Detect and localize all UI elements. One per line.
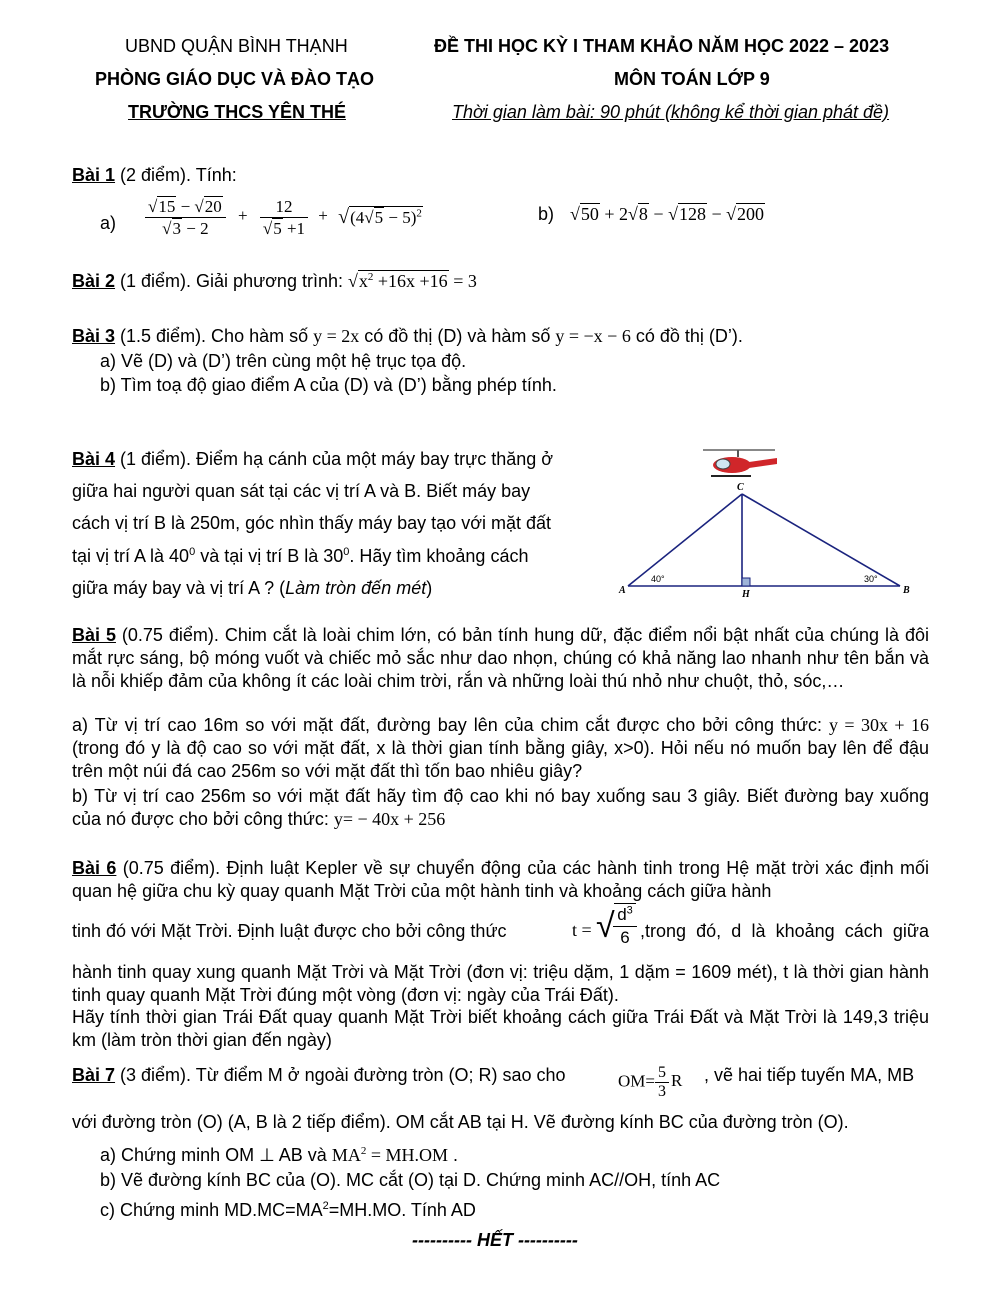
bai2-equation: $√x^2 +16x +16 = 3$: [347, 271, 477, 291]
exam-title: ĐỀ THI HỌC KỲ I THAM KHẢO NĂM HỌC 2022 – 2023: [434, 36, 890, 56]
bai7-label: Bài 7: [72, 1065, 116, 1085]
duration: Thời gian làm bài: 90 phút (không kể thời gian phát đề): [452, 102, 890, 122]
line-cb: [742, 494, 900, 586]
bai2-line: Bài 2 (1 điểm). Giải phương trình: $√x^2 +16x +16 = 3$: [72, 271, 477, 291]
bai7-line2: với đường tròn (O) (A, B là 2 tiếp điểm). OM cắt AB tại H. Vẽ đường kính BC của đường tròn (O).: [72, 1112, 849, 1132]
footer-end: ---------- HẾT ----------: [412, 1230, 578, 1250]
bai7-a: a) Chứng minh OM ⊥ AB và $MA^2 = MH.OM$ .: [100, 1145, 459, 1165]
bai5-b: b) Từ vị trí cao 256m so với mặt đất hãy tìm độ cao khi nó bay xuống sau 3 giây. Biết đường bay xuống của nó được cho bởi công thức: y= − 40x + 256: [72, 786, 929, 829]
right-angle-mark: [742, 578, 750, 586]
bai1-b-label: b): [538, 204, 555, 224]
angle-a-label: 40°: [651, 574, 665, 584]
bai5-intro: Bài 5 (0.75 điểm). Chim cắt là loài chim lớn, có bản tính hung dữ, đặc điểm nổi bật nhất của chúng là đôi mắt rực sáng, bộ móng vuốt và chiếc mỏ sắc như dao nhọn, chúng có khả năng lao nhanh như tên bắn và là nỗi khiếp đảm của không ít các loài chim trời, rắn và những loài thú nhỏ như chuột, thỏ, sóc,…: [72, 625, 929, 691]
bai4-line2: giữa hai người quan sát tại các vị trí A và B. Biết máy bay: [72, 481, 531, 501]
bai6-p2: tinh đó với Mặt Trời. Định luật được cho bởi công thức t = √ $d^3$ 6 ,trong đó, d là khoảng cách giữa: [72, 904, 929, 947]
district-name: UBND QUẬN BÌNH THẠNH: [125, 36, 348, 56]
bai6-p1: Bài 6 (0.75 điểm). Định luật Kepler về sự chuyển động của các hành tinh trong Hệ mặt trời xác định mối quan hệ giữa chu kỳ quay quanh Mặt Trời của một hành tinh và khoảng cách giữa hành: [72, 858, 929, 901]
bai5-a: a) Từ vị trí cao 16m so với mặt đất, đường bay lên của chim cắt được cho bởi công thức: y = 30x + 16 (trong đó y là độ cao so với mặt đất, x là thời gian tính bằng giây, x>0). Hỏi nếu nó muốn bay lên để đậu trên một núi đá cao 256m so với mặt đất thì tốn bao nhiêu giây?: [72, 715, 929, 781]
bai6-label: Bài 6: [72, 858, 117, 878]
bai3-label: Bài 3: [72, 326, 116, 346]
bai7-c: c) Chứng minh $MD.MC=MA^2=MH.MO$. Tính AD: [100, 1200, 476, 1220]
bai4-line5: giữa máy bay và vị trí A ? (Làm tròn đến mét): [72, 578, 433, 598]
bai3-b: b) Tìm toạ độ giao điểm A của (D) và (D’) bằng phép tính.: [100, 375, 557, 395]
bai1-points: (2 điểm). Tính:: [115, 165, 237, 185]
bai1-a-term1: $\frac{√15 - √20}{√3 - 2}$: [145, 196, 226, 239]
bai5-label: Bài 5: [72, 625, 116, 645]
helicopter-icon: [703, 450, 777, 476]
bai7-b: b) Vẽ đường kính BC của (O). MC cắt (O) tại D. Chứng minh AC//OH, tính AC: [100, 1170, 721, 1190]
department-name: PHÒNG GIÁO DỤC VÀ ĐÀO TẠO: [95, 69, 375, 89]
bai1-a-term2: $\frac{12}{√5 +1}$: [260, 197, 308, 239]
angle-b-label: 30°: [864, 574, 878, 584]
bai6-formula-fraction: $d^3$ 6: [613, 904, 637, 949]
bai1-a-label: a): [100, 213, 117, 233]
bai1-b-expression: √50 + 2√8 − √128 − √200: [570, 204, 764, 224]
bai1-a-term3: $√(4√5 - 5)^2$: [338, 206, 422, 228]
bai3-line: Bài 3 (1.5 điểm). Cho hàm số y = 2x có đồ thị (D) và hàm số y = −x − 6 có đồ thị (D’).: [72, 326, 743, 346]
bai6-p4: Hãy tính thời gian Trái Đất quay quanh Mặt Trời biết khoảng cách giữa Trái Đất và Mặt Trời là 149,3 triệu km (làm tròn thời gian đến ngày): [72, 1007, 929, 1050]
bai3-f2: y = −x − 6: [555, 326, 631, 346]
bai1-heading: [72, 165, 237, 186]
helicopter-figure: [615, 445, 915, 600]
bai1-a-expression: $\frac{√15 - √20}{√3 - 2}$ + $\frac{12}{√5 +1}$ + $√(4√5 - 5)^2$: [145, 196, 423, 239]
bai4-line1: Bài 4 (1 điểm). Điểm hạ cánh của một máy bay trực thăng ở: [72, 449, 554, 469]
bai2-label: Bài 2: [72, 271, 116, 291]
label-a: A: [619, 585, 626, 596]
bai7-line1: Bài 7 (3 điểm). Từ điểm M ở ngoài đường tròn (O; R) sao cho OM= $\frac{5}{3}$ R , vẽ hai tiếp tuyến MA, MB: [72, 1064, 915, 1100]
label-h: H: [742, 589, 750, 600]
bai4-line4: tại vị trí A là $40^0$ và tại vị trí B là $30^0$. Hãy tìm khoảng cách: [72, 546, 529, 566]
subject: MÔN TOÁN LỚP 9: [614, 69, 770, 89]
line-ca: [628, 494, 742, 586]
label-b: B: [903, 585, 910, 596]
label-c: C: [737, 482, 744, 493]
bai3-f1: y = 2x: [313, 326, 360, 346]
bai4-label: Bài 4: [72, 449, 116, 469]
bai6-p3: hành tinh quay xung quanh Mặt Trời và Mặt Trời (đơn vị: triệu dặm, 1 dặm = 1609 mét), t là thời gian hành tinh quay quanh Mặt Trời đúng một vòng (đơn vị: ngày của Trái Đất).: [72, 962, 929, 1005]
bai4-line3: cách vị trí B là 250m, góc nhìn thấy máy bay tạo với mặt đất: [72, 513, 552, 533]
school-name: TRƯỜNG THCS YÊN THÉ: [128, 102, 346, 122]
bai3-a: a) Vẽ (D) và (D’) trên cùng một hệ trục tọa độ.: [100, 351, 467, 371]
bai1-label: Bài 1: [72, 165, 116, 185]
